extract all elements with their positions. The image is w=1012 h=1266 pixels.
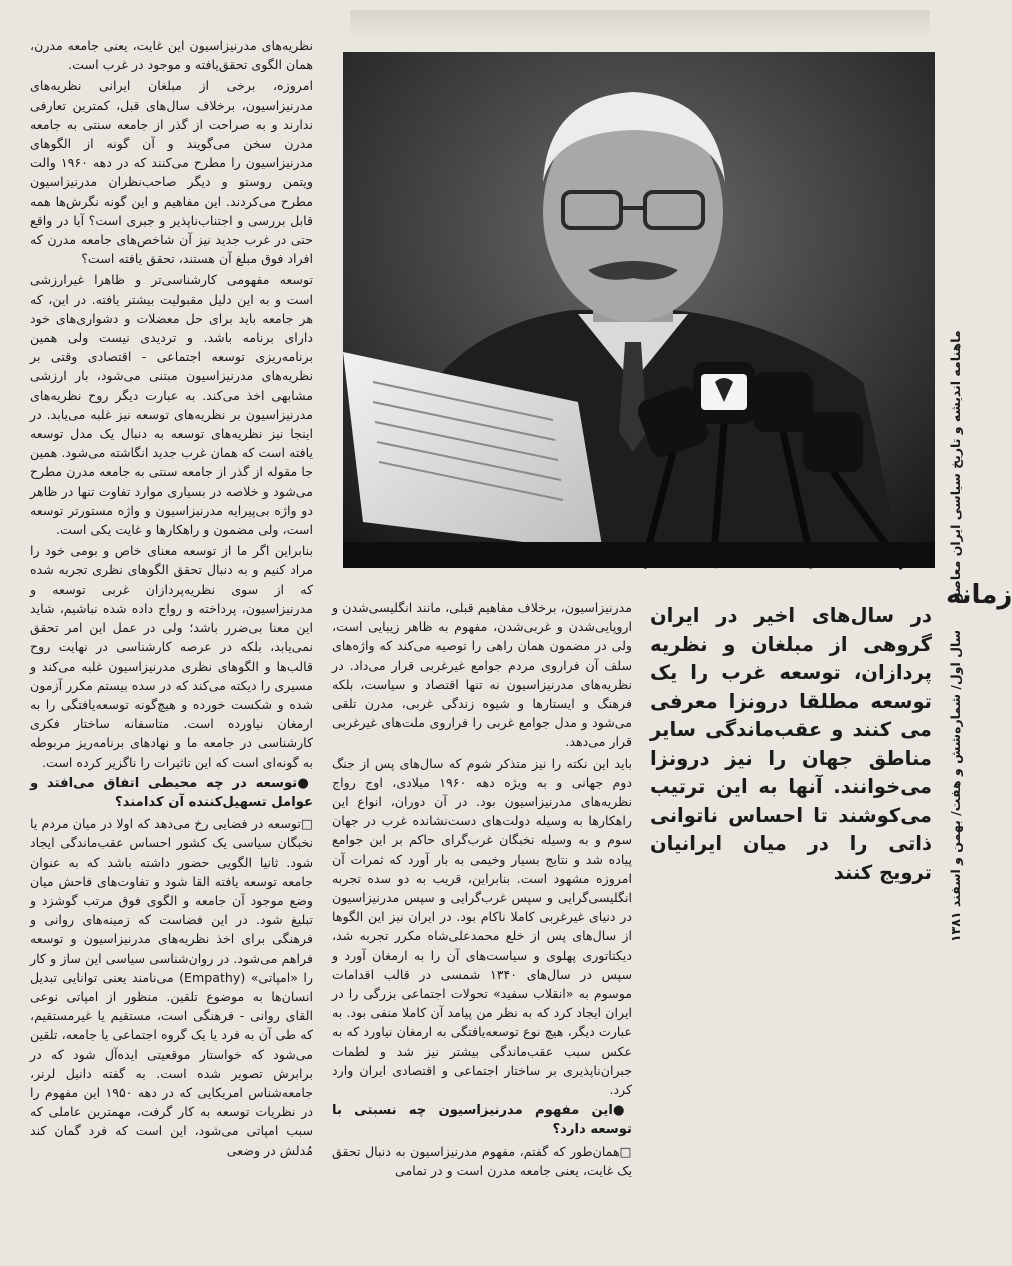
magazine-logo: زمانه bbox=[946, 580, 1012, 610]
paragraph: امروزه، برخی از مبلغان ایرانی نظریه‌های مدرنیزاسیون، برخلاف سال‌های قبل، کمترین تعارفی ندارند و به صراحت از گذر از جامعه سنتی به جامعه مدرن سخن می‌گویند و آن گونه از الگوهای مدرنیزاسیون را مطرح می‌کنند که در دهه ۱۹۶۰ والت ویتمن روستو و دیگر صاحب‌نظران مدرنیزاسیون مطرح می‌کردند. این مفاهیم و این گونه نگرش‌ها همه قابل بررسی و اجتناب‌ناپذیر و جبری است؟ آیا در واقع حتی در غرب جدید نیز آن شاخص‌های جامعه مدرن که افراد فوق مبلغ آن هستند، تحقق یافته است؟ bbox=[30, 78, 313, 267]
paragraph: باید این نکته را نیز متذکر شوم که سال‌های پس از جنگ دوم جهانی و به ویژه دهه ۱۹۶۰ میلادی، اوج رواج نظریه‌های مدرنیزاسیون بود. در آن دوران، انواع این راهکارها به وسیله دولت‌های دست‌نشانده غرب در جهان سوم و به وسیله نخبگان غرب‌گرای حاکم بر این جوامع پیاده شد و نتایج بسیار وخیمی به بار آورد که ثمرات آن امروزه مشهود است. بنابراین، قریب به دو سده تجربه انگلیسی‌گرایی و سپس غرب‌گرایی و سپس مدرنیزاسیون در دنیای غیرغربی کاملا ناکام بود. در ایران نیز این الگوها از سال‌های پس از خلع محمدعلی‌شاه مکرر تجربه شد، دیکتاتوری پهلوی و سیاست‌های آن را به ارمغان آورد و سپس در سال‌های ۱۳۴۰ شمسی در قالب اقدامات موسوم به «انقلاب سفید» تحولات اجتماعی بزرگی را در ایران ایجاد کرد که به نظر من پیامد آن کاملا منفی بود. به عبارت دیگر، هیچ نوع توسعه‌یافتگی به ارمغان نیاورد که به عکس سبب عقب‌ماندگی بیشتر نیز شد و لطمات جبران‌ناپذیری بر ساختار اجتماعی و اقتصادی ایران وارد کرد. bbox=[332, 755, 632, 1098]
bullet-icon: ● bbox=[297, 775, 313, 791]
answer-box-icon: □ bbox=[619, 1143, 632, 1159]
interview-question bbox=[30, 774, 313, 812]
speaker-photo-illustration bbox=[343, 52, 935, 568]
issue-info: سال اول/ شماره‌شش و هفت/ بهمن و اسفند ۱۳۸۱ bbox=[948, 630, 963, 943]
magazine-name: ماهنامه اندیشه و تاریخ سیاسی ایران معاصر bbox=[948, 330, 963, 600]
bullet-icon: ● bbox=[612, 1103, 632, 1119]
page-top-bleed bbox=[350, 10, 930, 40]
pull-quote: در سال‌های اخیر در ایران گروهی از مبلغان و نظریه پردازان، توسعه غرب را یک توسعه مطلقا درونزا معرفی می کنند و عقب‌ماندگی سایر مناطق جهان را نیز درونزا می‌خوانند. آنها به این ترتیب می‌کوشند تا احساس ناتوانی ذاتی را در میان ایرانیان ترویج کنند bbox=[650, 604, 932, 884]
page-sidebar bbox=[944, 330, 1012, 943]
question-text: توسعه در چه محیطی اتفاق می‌افتد و عوامل تسهیل‌کننده آن کدامند؟ bbox=[30, 775, 313, 810]
paragraph: توسعه مفهومی کارشناسی‌تر و ظاهرا غیرارزشی است و به این دلیل مقبولیت بیشتر یافته. در این، که هر جامعه باید برای حل معضلات و دشواری‌های خود دارای برنامه باشد. و تردیدی نیست ولی همین برنامه‌ریزی توسعه اجتماعی - اقتصادی وقتی بر نظریه‌های مدرنیزاسیون مبتنی می‌شود، بار ارزشی مشابهی اخذ می‌کند. به عبارت دیگر روح نظریه‌های مدرنیزاسیون بر نظریه‌های توسعه نیز غلبه می‌یابد. در اینجا نیز نظریه‌های توسعه به دنبال یک مدل توسعه یافته است که همان غرب جدید انگاشته می‌شود. همین جا مقوله از گذر از جامعه سنتی به جامعه مدرن مطرح می‌شود و خلاصه در بسیاری موارد تفاوت تنها در ظاهر دو واژه بی‌پیرایه مدرنیزاسیون و واژه مستورتر توسعه است، ولی مضمون و راهکارها و غایت یکی است. bbox=[30, 272, 313, 538]
question-text: این مفهوم مدرنیزاسیون چه نسبتی با توسعه دارد؟ bbox=[332, 1103, 632, 1138]
answer-text: همان‌طور که گفتم، مفهوم مدرنیزاسیون به دنبال تحقق یک غایت، یعنی جامعه مدرن است و در تمامی bbox=[332, 1143, 632, 1178]
answer-text: توسعه در فضایی رخ می‌دهد که اولا در میان مردم یا نخبگان سیاسی یک کشور احساس عقب‌ماندگی ایجاد شود. ثانیا الگویی حضور داشته باشد که به عنوان جامعه توسعه یافته القا شود و تفاوت‌های فاحش میان وضع موجود آن جامعه و الگوی فوق مرتب گوشزد و تبلیغ شود. در این فضاست که زمینه‌های روانی و فرهنگی برای اخذ نظریه‌های مدرنیزاسیون و توسعه فراهم می‌شود. در روان‌شناسی سیاسی این ساز و کار را «امپاتی» (Empathy) می‌نامند یعنی توانایی تبدیل انسان‌ها به موضوع تلقین. منظور از امپاتی نوعی القای روانی - فرهنگی است، مستقیم یا غیرمستقیم، که طی آن به فرد یا یک گروه اجتماعی یا جامعه، تلقین می‌شود که خواستار موقعیتی ایده‌آل شود که در برابرش تصویر شده است. به گفته دانیل لرنر، جامعه‌شناس امریکایی که در دهه ۱۹۵۰ این مفهوم را در نظریات توسعه به کار گرفت، مهمترین عاملی که سبب امپاتی می‌شود، این است که فرد گمان کند مُدلش در وضعی bbox=[30, 816, 313, 1158]
speaker-photo bbox=[343, 52, 935, 568]
article-column-middle bbox=[332, 598, 632, 1238]
answer-box-icon: □ bbox=[300, 816, 313, 832]
interview-question bbox=[332, 1101, 632, 1139]
paragraph: نظریه‌های مدرنیزاسیون این غایت، یعنی جامعه مدرن، همان الگوی تحقق‌یافته و موجود در غرب است. bbox=[30, 38, 313, 73]
interview-answer bbox=[30, 814, 313, 1160]
paragraph: بنابراین اگر ما از توسعه معنای خاص و بومی خود را مراد کنیم و به دنبال تحقق الگوهای نظری تجربه شده که از سوی نظریه‌پردازان غربی توسعه و مدرنیزاسیون، پرداخته و رواج داده شده نباشیم، شاید این معنا بی‌ضرر باشد؛ ولی در عمل این امر تحقق نمی‌یابد، بلکه در عرصه کارشناسی در نهایت روح قالب‌ها و الگوهای نظری مدرنیزاسیون غلبه می‌کند و مسیری را دیکته می‌کند که در سده بیستم مکرر آزمون شده و شکست خورده و هیچ‌گونه توسعه‌یافتگی را به ارمغان نیاورده است. متاسفانه ساختار فکری کارشناسی در جامعه ما و نهادهای برنامه‌ریز مربوطه به گونه‌ای است که این تاثیرات را ناگزیر کرده است. bbox=[30, 543, 313, 770]
article-column-left bbox=[30, 36, 313, 1236]
paragraph: مدرنیزاسیون، برخلاف مفاهیم قبلی، مانند انگلیسی‌شدن و اروپایی‌شدن و غربی‌شدن، مفهوم به ظاهر زیبایی است، ولی در مضمون همان راهی را توصیه می‌کند که واژه‌های سلف آن فراروی مردم جوامع غیرغربی قرار می‌داد. در نظریه‌های مدرنیزاسیون نه تنها اقتصاد و سیاست، بلکه فرهنگ و ایستارها و شیوه زندگی غربی، مدرن تلقی می‌شود و مدل جوامع غربی را فراروی ملت‌های غیرغربی قرار می‌دهد. bbox=[332, 600, 632, 750]
interview-answer bbox=[332, 1142, 632, 1180]
